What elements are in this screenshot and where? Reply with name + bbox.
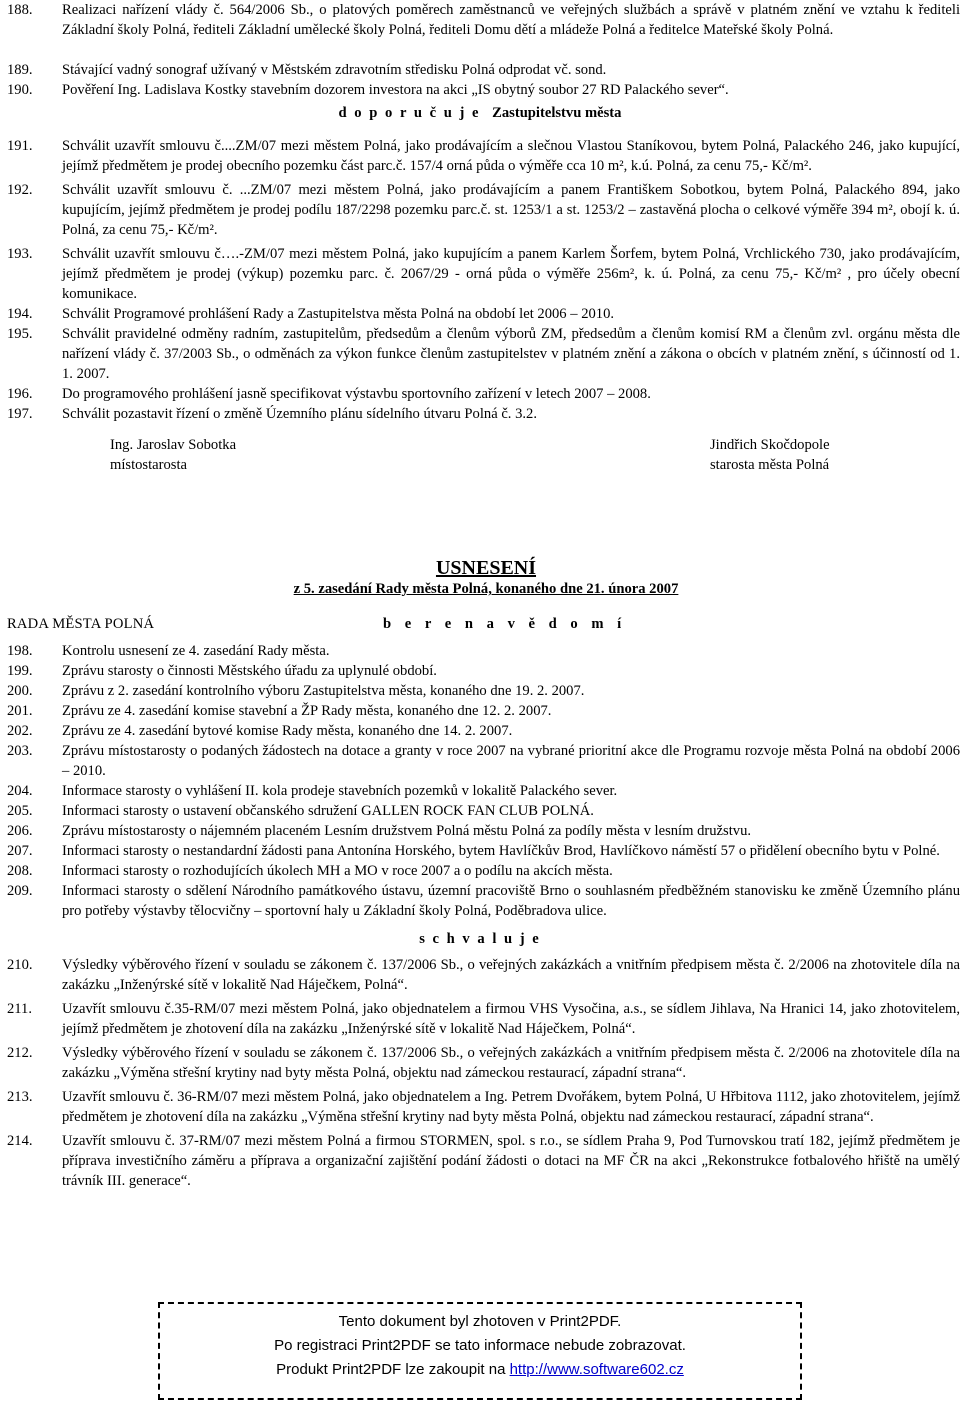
list-item — [0, 1131, 960, 1191]
list-item — [0, 641, 960, 661]
item-number: 212. — [7, 1045, 33, 1061]
item-text: Informaci starosty o ustavení občanského sdružení GALLEN ROCK FAN CLUB POLNÁ. — [62, 803, 594, 819]
list-item — [0, 180, 960, 240]
item-number: 205. — [7, 803, 33, 819]
list-item — [0, 324, 960, 384]
item-number: 202. — [7, 723, 33, 739]
list-item — [0, 136, 960, 176]
item-number: 190. — [7, 82, 33, 98]
item-text: Zprávu ze 4. zasedání komise stavební a ŽP Rady města, konaného dne 12. 2. 2007. — [62, 703, 552, 719]
notice-line-3-prefix: Produkt Print2PDF lze zakoupit na — [276, 1361, 510, 1378]
item-text: Uzavřít smlouvu č. 37-RM/07 mezi městem Polná a firmou STORMEN, spol. s r.o., se sídlem Praha 9, Pod Turnovskou tratí 182, jejímž předmětem je příprava investičního záměru a příprava a organizační zajištění podání žádosti o dotaci na MF ČR na akci „Rekonstrukce fotbalového hřiště na umělý trávník III. generace“. — [62, 1133, 960, 1189]
item-number: 192. — [7, 182, 33, 198]
item-text: Zprávu starosty o činnosti Městského úřadu za uplynulé období. — [62, 663, 437, 679]
bere-list — [0, 641, 960, 921]
item-text: Informace starosty o vyhlášení II. kola prodeje stavebních pozemků v lokalitě Palackého sever. — [62, 783, 618, 799]
signature-left — [110, 435, 236, 475]
item-text: Informaci starosty o rozhodujících úkolech MH a MO v roce 2007 a o podílu na akcích města. — [62, 863, 613, 879]
item-text: Uzavřít smlouvu č.35-RM/07 mezi městem Polná, jako objednatelem a firmou VHS Vysočina, a.s., se sídlem Jihlava, Na Hranici 14, jako zhotovitelem, jejímž předmětem je zhotovení díla na zakázku „Inženýrské sítě v lokalitě Nad Háječkem, Polná“. — [62, 1001, 960, 1037]
list-item — [0, 244, 960, 304]
list-item — [0, 1043, 960, 1083]
item-text: Zprávu místostarosty o nájemném placeném Lesním družstvem Polná městu Polná za podíly města v lesním družstvu. — [62, 823, 752, 839]
item-text: Do programového prohlášení jasně specifikovat výstavbu sportovního zařízení v letech 2007 – 2008. — [62, 386, 651, 402]
doporucuje-list — [0, 136, 960, 424]
item-number: 200. — [7, 683, 33, 699]
item-number: 210. — [7, 957, 33, 973]
item-number: 213. — [7, 1089, 33, 1105]
list-item — [0, 0, 960, 60]
list-item — [0, 661, 960, 681]
list-item — [0, 1087, 960, 1127]
item-number: 198. — [7, 643, 33, 659]
schvaluje-list — [0, 955, 960, 1191]
item-number: 194. — [7, 306, 33, 322]
signature-left-name: Ing. Jaroslav Sobotka — [110, 437, 237, 453]
body-label: RADA MĚSTA POLNÁ — [7, 616, 155, 632]
item-number: 207. — [7, 843, 33, 859]
notice-line-3 — [160, 1358, 800, 1382]
list-item — [0, 841, 960, 861]
item-text: Uzavřít smlouvu č. 36-RM/07 mezi městem Polná, jako objednatelem a Ing. Petrem Dvořákem, bytem Polná, U Hřbitova 1112, jako zhotovitelem, jejímž předmětem je zhotovení díla na zakázku „Výměna střešní krytiny nad byty města Polná, objektu nad zámeckou restaurací, západní strana“. — [62, 1089, 960, 1125]
item-text: Zprávu místostarosty o podaných žádostech na dotace a granty v roce 2007 na vybrané prioritní akce dle Programu rozvoje města Polná na období 2006 – 2010. — [62, 743, 960, 779]
item-number: 196. — [7, 386, 33, 402]
item-text: Zprávu z 2. zasedání kontrolního výboru Zastupitelstva města, konaného dne 19. 2. 2007. — [62, 683, 585, 699]
signature-block — [0, 435, 960, 479]
list-item — [0, 801, 960, 821]
usneseni-subtitle: z 5. zasedání Rady města Polná, konaného dne 21. února 2007 — [293, 581, 679, 597]
notice-line-1: Tento dokument byl zhotoven v Print2PDF. — [338, 1313, 622, 1330]
schvaluje-heading: s c h v a l u j e — [419, 931, 541, 947]
item-number: 204. — [7, 783, 33, 799]
list-item — [0, 821, 960, 841]
list-item — [0, 955, 960, 995]
item-text: Pověření Ing. Ladislava Kostky stavebním dozorem investora na akci „IS obytný soubor 27 RD Palackého sever“. — [62, 82, 729, 98]
doporucuje-label: d o p o r u č u j e — [338, 105, 481, 121]
item-number: 193. — [7, 246, 33, 262]
list-item — [0, 60, 960, 80]
bere-heading: b e r e n a v ě d o m í — [383, 616, 627, 632]
item-text: Informaci starosty o nestandardní žádosti pana Antonína Horského, bytem Havlíčkův Brod, Havlíčkovo náměstí 57 o přidělení obecního bytu v Polné. — [62, 843, 940, 859]
signature-left-role: místostarosta — [110, 457, 188, 473]
item-text: Schválit pravidelné odměny radním, zastupitelům, předsedům a členům výborů ZM, předsedům a členům komisí RM a členům zvl. orgánu města dle nařízení vlády č. 37/2003 Sb., o odměnách za výkon funkce členům zastupitelstev v platném znění a zákona o obcích v platném znění, s účinností od 1. 1. 2007. — [62, 326, 960, 382]
item-number: 208. — [7, 863, 33, 879]
list-item — [0, 781, 960, 801]
signature-right-role: starosta města Polná — [710, 457, 830, 473]
item-text: Schválit uzavřít smlouvu č....ZM/07 mezi městem Polná, jako prodávajícím a slečnou Vlastou Staníkovou, bytem Polná, Palackého 246, jako kupující, jejímž předmětem je prodej obecního pozemku část parc.č. 157/4 orná půda o výměře cca 10 m², k.ú. Polná, za cenu 75,- Kč/m². — [62, 138, 960, 174]
list-item — [0, 861, 960, 881]
item-number: 191. — [7, 138, 33, 154]
item-text: Realizaci nařízení vlády č. 564/2006 Sb., o platových poměrech zaměstnanců ve veřejných službách a správě v platném znění ve vztahu k řediteli Základní školy Polná, řediteli Základní umělecké školy Polná, řediteli Domu dětí a mládeže Polná a ředitelce Mateřské školy Polná. — [62, 2, 960, 38]
item-text: Výsledky výběrového řízení v souladu se zákonem č. 137/2006 Sb., o veřejných zakázkách a vnitřním předpisem města č. 2/2006 na zhotovitele díla na zakázku „Výměna střešní krytiny nad byty města Polná, objektu nad zámeckou restaurací, západní strana“. — [62, 1045, 960, 1081]
print2pdf-notice — [158, 1302, 802, 1400]
notice-line-2: Po registraci Print2PDF se tato informace nebude zobrazovat. — [274, 1337, 686, 1354]
list-item — [0, 384, 960, 404]
item-text: Informaci starosty o sdělení Národního památkového ústavu, územní pracoviště Brno o souhlasném předběžném stanovisku ke změně Územního plánu pro potřeby výstavby tělocvičny – sportovní haly u Základní školy Polná, Poděbradova ulice. — [62, 883, 960, 919]
item-number: 199. — [7, 663, 33, 679]
item-number: 201. — [7, 703, 33, 719]
software602-link[interactable]: http://www.software602.cz — [509, 1361, 684, 1378]
item-text: Výsledky výběrového řízení v souladu se zákonem č. 137/2006 Sb., o veřejných zakázkách a vnitřním předpisem města č. 2/2006 na zhotovitele díla na zakázku „Inženýrské sítě v lokalitě Nad Háječkem, Polná“. — [62, 957, 960, 993]
doporucuje-heading — [0, 102, 960, 124]
item-number: 188. — [7, 2, 33, 18]
item-number: 211. — [7, 1001, 32, 1017]
item-number: 197. — [7, 406, 33, 422]
list-item — [0, 741, 960, 781]
item-text: Kontrolu usnesení ze 4. zasedání Rady města. — [62, 643, 330, 659]
item-text: Schválit uzavřít smlouvu č. ...ZM/07 mezi městem Polná, jako prodávajícím a panem Františkem Sobotkou, bytem Polná, Palackého 894, jako kupujícím, jejímž předmětem je prodej podílu 187/2298 pozemku parc.č. st. 1253/1 a st. 1253/2 – zastavěná plocha o celkové výměře 394 m², obojí k. ú. Polná, za cenu 75,- Kč/m². — [62, 182, 960, 238]
list-item — [0, 701, 960, 721]
list-item — [0, 304, 960, 324]
list-item — [0, 881, 960, 921]
item-number: 189. — [7, 62, 33, 78]
item-text: Schválit pozastavit řízení o změně Územního plánu sídelního útvaru Polná č. 3.2. — [62, 406, 537, 422]
rada-heading-row — [0, 611, 960, 641]
signature-right-name: Jindřich Skočdopole — [710, 437, 830, 453]
item-number: 195. — [7, 326, 33, 342]
signature-right — [710, 435, 830, 475]
item-number: 206. — [7, 823, 33, 839]
list-item — [0, 404, 960, 424]
item-text: Schválit Programové prohlášení Rady a Zastupitelstva města Polná na období let 2006 – 2010. — [62, 306, 615, 322]
list-item — [0, 80, 960, 100]
item-text: Zprávu ze 4. zasedání bytové komise Rady města, konaného dne 14. 2. 2007. — [62, 723, 513, 739]
top-items-list — [0, 0, 960, 100]
usneseni-title: USNESENÍ — [435, 557, 537, 579]
item-text: Schválit uzavřít smlouvu č….-ZM/07 mezi městem Polná, jako kupujícím a panem Karlem Šorfem, bytem Polná, Vrchlického 730, jako prodávajícím, jejímž předmětem je prodej (výkup) pozemku parc. č. 2067/29 - orná půda o výměře 256m², k. ú. Polná, za cenu 75,- Kč/m² , pro účely obecní komunikace. — [62, 246, 960, 302]
list-item — [0, 721, 960, 741]
list-item — [0, 681, 960, 701]
doporucuje-target: Zastupitelstvu města — [492, 105, 622, 121]
item-number: 214. — [7, 1133, 33, 1149]
list-item — [0, 999, 960, 1039]
item-number: 203. — [7, 743, 33, 759]
item-number: 209. — [7, 883, 33, 899]
item-text: Stávající vadný sonograf užívaný v Městském zdravotním středisku Polná odprodat vč. sond. — [62, 62, 607, 78]
